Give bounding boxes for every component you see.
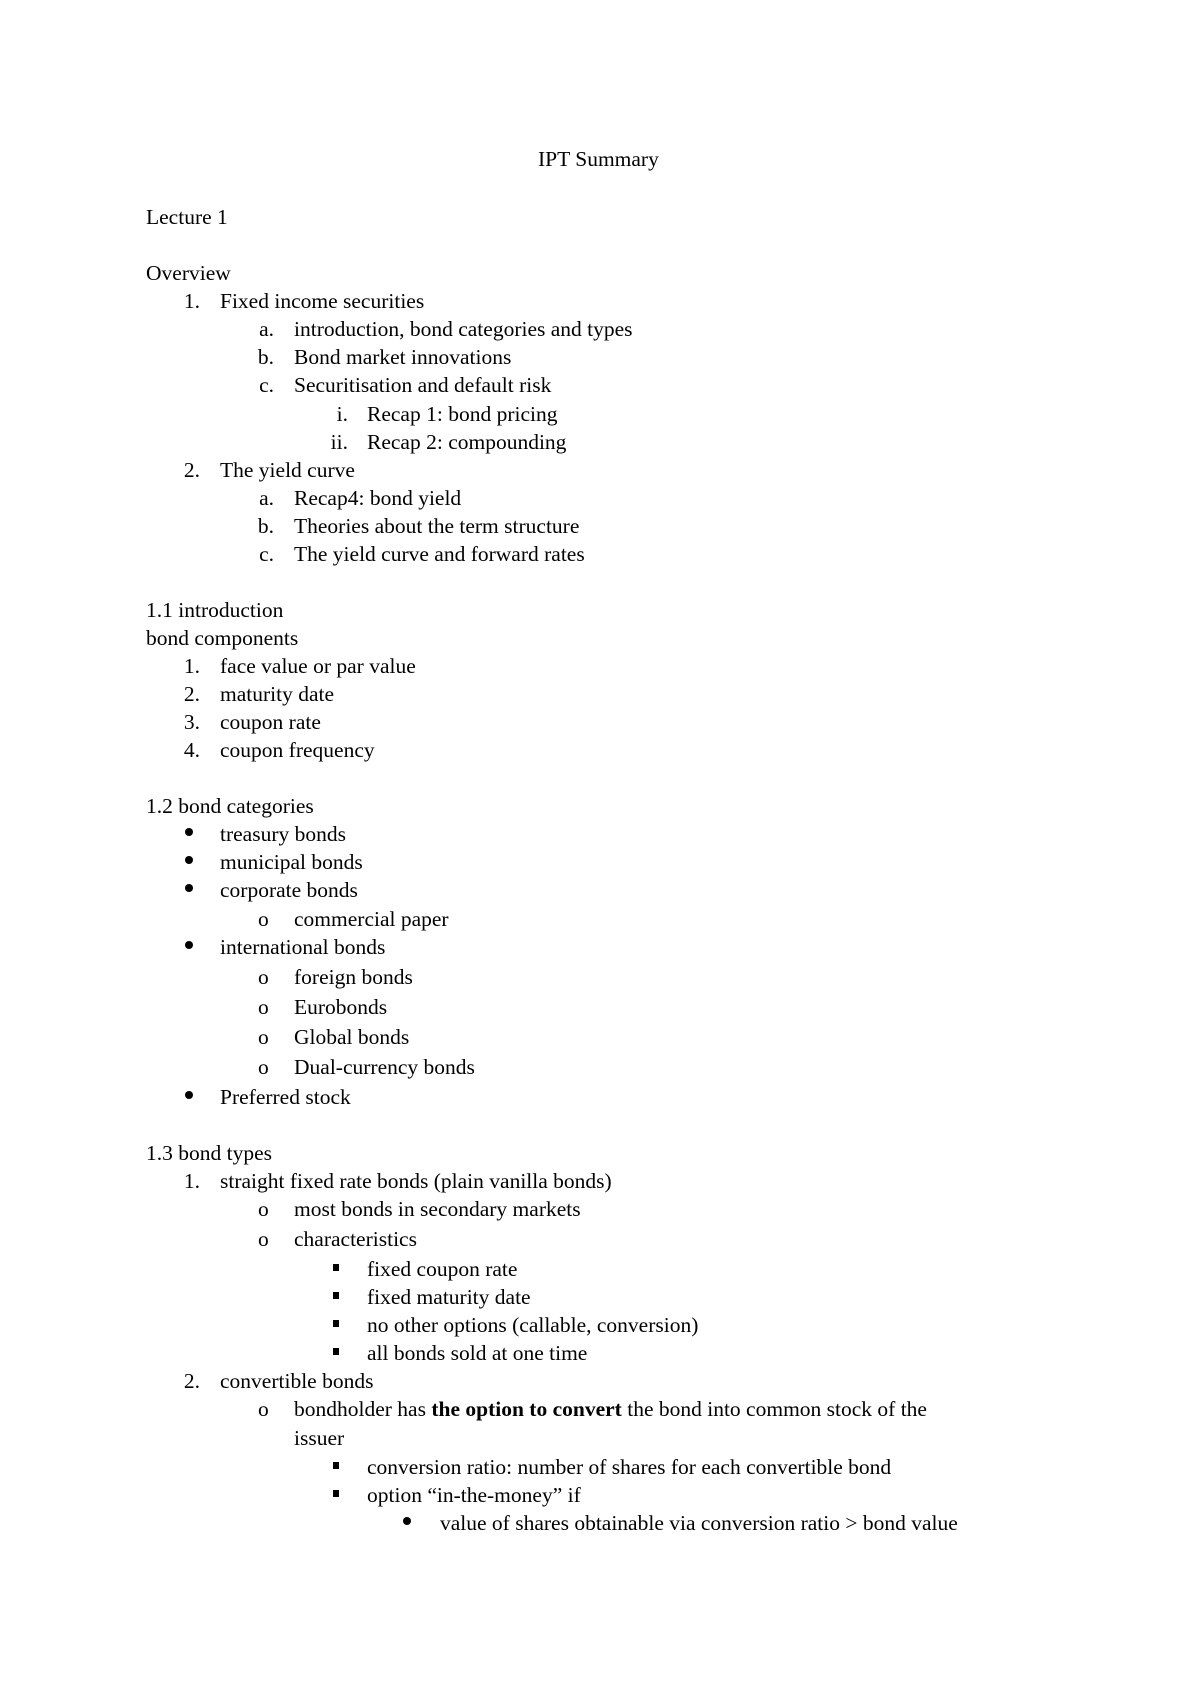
list-item: value of shares obtainable via conversion ratio > bond value [440,1511,958,1535]
list-marker: o [258,1397,269,1421]
square-bullet-icon [333,1348,339,1355]
list-item: no other options (callable, conversion) [367,1313,699,1337]
list-number: 1. [183,654,200,678]
list-item: fixed coupon rate [367,1257,518,1281]
overview-heading: Overview [146,261,231,285]
section-heading: 1.2 bond categories [146,794,314,818]
list-number: 2. [183,458,200,482]
list-item: commercial paper [294,907,449,931]
list-item: convertible bonds [220,1369,374,1393]
section-subheading: bond components [146,626,299,650]
section-heading: 1.1 introduction [146,598,284,622]
bullet-icon [403,1517,411,1525]
list-item: Recap 2: compounding [367,430,567,454]
square-bullet-icon [333,1490,339,1497]
list-item: most bonds in secondary markets [294,1197,581,1221]
list-item: fixed maturity date [367,1285,531,1309]
list-item: option “in-the-money” if [367,1483,581,1507]
list-item: straight fixed rate bonds (plain vanilla bonds) [220,1169,612,1193]
list-item: coupon rate [220,710,321,734]
list-item: treasury bonds [220,822,346,846]
list-item-continuation: issuer [294,1426,345,1450]
square-bullet-icon [333,1292,339,1299]
list-roman: ii. [330,430,348,454]
bullet-icon [185,884,193,892]
doc-title: IPT Summary [538,147,659,171]
bold-text: the option to convert [431,1397,622,1421]
list-marker: o [258,995,269,1019]
list-item: The yield curve [220,458,355,482]
list-number: 3. [183,710,200,734]
bullet-icon [185,828,193,836]
list-item: Theories about the term structure [294,514,580,538]
list-number: 2. [183,1369,200,1393]
bullet-icon [185,941,193,949]
list-item [294,1399,927,1421]
bullet-icon [185,1091,193,1099]
list-item: maturity date [220,682,335,706]
list-item: foreign bonds [294,965,413,989]
list-item: The yield curve and forward rates [294,542,585,566]
bullet-icon [185,856,193,864]
list-item: face value or par value [220,654,416,678]
list-number: 2. [183,682,200,706]
list-number: 4. [183,738,200,762]
list-marker: o [258,965,269,989]
list-item: Preferred stock [220,1085,351,1109]
list-letter: c. [259,373,274,397]
list-number: 1. [183,289,200,313]
list-item: Securitisation and default risk [294,373,552,397]
list-item: introduction, bond categories and types [294,317,633,341]
list-roman: i. [336,402,348,426]
list-letter: a. [259,317,274,341]
list-item: Eurobonds [294,995,388,1019]
lecture-heading: Lecture 1 [146,205,228,229]
square-bullet-icon [333,1320,339,1327]
list-letter: c. [259,542,274,566]
list-item: coupon frequency [220,738,375,762]
list-item: international bonds [220,935,386,959]
list-item: municipal bonds [220,850,363,874]
text-run: the bond into common stock of the [621,1397,927,1421]
square-bullet-icon [333,1264,339,1271]
text-run: bondholder has [294,1397,432,1421]
list-item: Dual-currency bonds [294,1055,475,1079]
list-letter: b. [257,345,274,369]
list-number: 1. [183,1169,200,1193]
list-item: corporate bonds [220,878,358,902]
list-item: Fixed income securities [220,289,425,313]
list-item: conversion ratio: number of shares for each convertible bond [367,1455,892,1479]
list-item: characteristics [294,1227,417,1251]
list-letter: a. [259,486,274,510]
square-bullet-icon [333,1462,339,1469]
section-heading: 1.3 bond types [146,1141,273,1165]
list-marker: o [258,1025,269,1049]
list-item: Global bonds [294,1025,410,1049]
list-marker: o [258,907,269,931]
list-marker: o [258,1227,269,1251]
list-marker: o [258,1055,269,1079]
list-item: Bond market innovations [294,345,512,369]
list-marker: o [258,1197,269,1221]
list-item: Recap4: bond yield [294,486,462,510]
list-item: Recap 1: bond pricing [367,402,558,426]
list-letter: b. [257,514,274,538]
list-item: all bonds sold at one time [367,1341,588,1365]
